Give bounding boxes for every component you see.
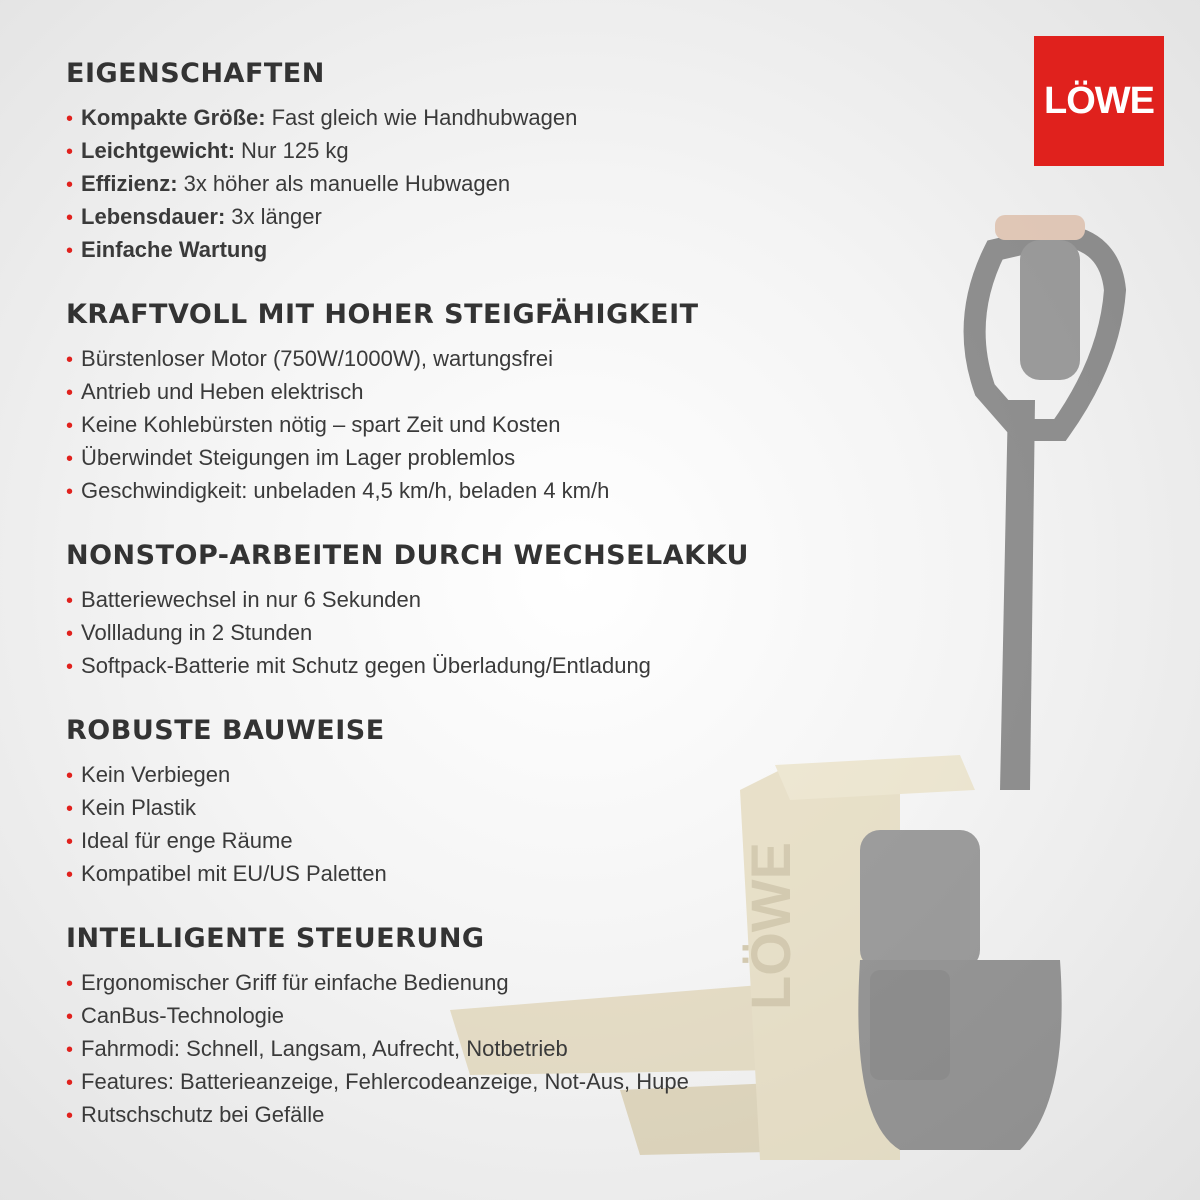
list-item bbox=[66, 201, 886, 234]
bullet-icon: • bbox=[66, 481, 74, 503]
item-text: Rutschschutz bei Gefälle bbox=[81, 1102, 325, 1127]
list-item bbox=[66, 135, 886, 168]
section bbox=[66, 299, 886, 508]
list-item bbox=[66, 343, 886, 376]
item-text: Fahrmodi: Schnell, Langsam, Aufrecht, Notbetrieb bbox=[81, 1036, 568, 1061]
bullet-list bbox=[66, 759, 886, 891]
bullet-icon: • bbox=[66, 798, 74, 820]
section-title: KRAFTVOLL MIT HOHER STEIGFÄHIGKEIT bbox=[66, 299, 699, 330]
item-label: Einfache Wartung bbox=[81, 237, 268, 262]
feature-list bbox=[66, 58, 886, 1164]
section-title: ROBUSTE BAUWEISE bbox=[66, 715, 385, 746]
item-label: Kompakte Größe: bbox=[81, 105, 266, 130]
bullet-icon: • bbox=[66, 656, 74, 678]
item-text: Vollladung in 2 Stunden bbox=[81, 620, 313, 645]
item-text: Nur 125 kg bbox=[241, 138, 349, 163]
bullet-icon: • bbox=[66, 973, 74, 995]
list-item bbox=[66, 617, 886, 650]
section-title: EIGENSCHAFTEN bbox=[66, 58, 325, 89]
item-text: Batteriewechsel in nur 6 Sekunden bbox=[81, 587, 422, 612]
bullet-icon: • bbox=[66, 590, 74, 612]
list-item bbox=[66, 102, 886, 135]
list-item bbox=[66, 584, 886, 617]
bullet-icon: • bbox=[66, 1006, 74, 1028]
list-item bbox=[66, 650, 886, 683]
logo-text: LÖWE bbox=[1044, 79, 1154, 122]
bullet-icon: • bbox=[66, 765, 74, 787]
bullet-list bbox=[66, 343, 886, 508]
list-item bbox=[66, 376, 886, 409]
item-text: Ideal für enge Räume bbox=[81, 828, 293, 853]
bullet-icon: • bbox=[66, 1039, 74, 1061]
item-text: Ergonomischer Griff für einfache Bedienung bbox=[81, 970, 509, 995]
bullet-icon: • bbox=[66, 415, 74, 437]
item-text: Softpack-Batterie mit Schutz gegen Überladung/Entladung bbox=[81, 653, 651, 678]
section-title: NONSTOP-ARBEITEN DURCH WECHSELAKKU bbox=[66, 540, 749, 571]
list-item bbox=[66, 1000, 886, 1033]
bullet-icon: • bbox=[66, 174, 74, 196]
item-text: Keine Kohlebürsten nötig – spart Zeit und Kosten bbox=[81, 412, 561, 437]
bullet-icon: • bbox=[66, 623, 74, 645]
bullet-icon: • bbox=[66, 448, 74, 470]
section-title: INTELLIGENTE STEUERUNG bbox=[66, 923, 485, 954]
item-text: Bürstenloser Motor (750W/1000W), wartungsfrei bbox=[81, 346, 553, 371]
bullet-icon: • bbox=[66, 382, 74, 404]
item-text: Fast gleich wie Handhubwagen bbox=[271, 105, 578, 130]
list-item bbox=[66, 792, 886, 825]
bullet-icon: • bbox=[66, 1105, 74, 1127]
list-item bbox=[66, 1033, 886, 1066]
bullet-icon: • bbox=[66, 864, 74, 886]
section bbox=[66, 540, 886, 683]
section bbox=[66, 923, 886, 1132]
item-label: Effizienz: bbox=[81, 171, 178, 196]
bullet-list bbox=[66, 967, 886, 1132]
bullet-icon: • bbox=[66, 240, 74, 262]
list-item bbox=[66, 1066, 886, 1099]
item-text: Kein Verbiegen bbox=[81, 762, 231, 787]
section bbox=[66, 715, 886, 891]
bullet-list bbox=[66, 102, 886, 267]
item-label: Lebensdauer: bbox=[81, 204, 226, 229]
bullet-icon: • bbox=[66, 349, 74, 371]
handle-button bbox=[995, 215, 1085, 240]
bullet-icon: • bbox=[66, 108, 74, 130]
handle-shaft bbox=[1000, 400, 1035, 790]
item-text: Antrieb und Heben elektrisch bbox=[81, 379, 364, 404]
item-text: 3x höher als manuelle Hubwagen bbox=[183, 171, 511, 196]
list-item bbox=[66, 442, 886, 475]
item-label: Leichtgewicht: bbox=[81, 138, 236, 163]
list-item bbox=[66, 967, 886, 1000]
bullet-icon: • bbox=[66, 831, 74, 853]
list-item bbox=[66, 858, 886, 891]
bullet-icon: • bbox=[66, 141, 74, 163]
list-item bbox=[66, 409, 886, 442]
truck-brand-label: LÖWE bbox=[739, 842, 802, 1010]
list-item bbox=[66, 475, 886, 508]
item-text: Überwindet Steigungen im Lager problemlos bbox=[81, 445, 516, 470]
list-item bbox=[66, 168, 886, 201]
bullet-icon: • bbox=[66, 207, 74, 229]
list-item bbox=[66, 759, 886, 792]
section bbox=[66, 58, 886, 267]
item-text: Kompatibel mit EU/US Paletten bbox=[81, 861, 387, 886]
item-text: Kein Plastik bbox=[81, 795, 196, 820]
item-text: CanBus-Technologie bbox=[81, 1003, 285, 1028]
item-text: 3x länger bbox=[231, 204, 322, 229]
list-item bbox=[66, 234, 886, 267]
lowe-logo bbox=[1034, 36, 1164, 166]
item-text: Geschwindigkeit: unbeladen 4,5 km/h, beladen 4 km/h bbox=[81, 478, 610, 503]
handle-grip bbox=[1020, 240, 1080, 380]
list-item bbox=[66, 1099, 886, 1132]
bullet-icon: • bbox=[66, 1072, 74, 1094]
list-item bbox=[66, 825, 886, 858]
item-text: Features: Batterieanzeige, Fehlercodeanzeige, Not-Aus, Hupe bbox=[81, 1069, 689, 1094]
bullet-list bbox=[66, 584, 886, 683]
